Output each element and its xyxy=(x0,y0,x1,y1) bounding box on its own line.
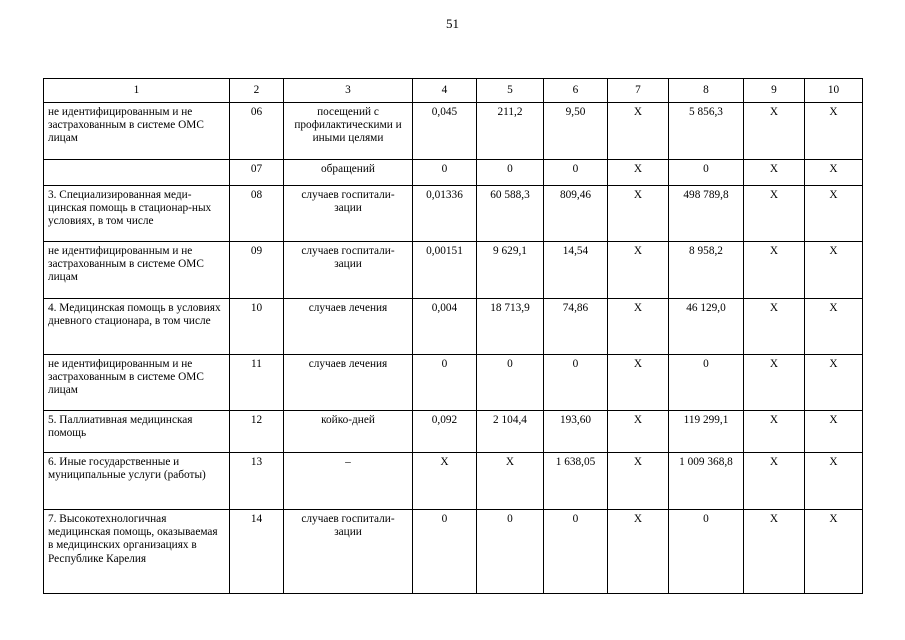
cell-col-8: 5 856,3 xyxy=(669,103,744,160)
cell-col-10: Х xyxy=(805,453,863,510)
cell-col-6: 0 xyxy=(544,355,608,411)
cell-col-5: 2 104,4 xyxy=(477,411,544,453)
cell-col-4: Х xyxy=(413,453,477,510)
cell-col-4: 0 xyxy=(413,510,477,594)
cell-col-9: Х xyxy=(744,411,805,453)
row-code: 12 xyxy=(230,411,284,453)
row-name: не идентифицированным и не застрахованным в системе ОМС лицам xyxy=(44,242,230,299)
cell-col-8: 8 958,2 xyxy=(669,242,744,299)
row-name: 4. Медицинская помощь в условиях дневного стационара, в том числе xyxy=(44,299,230,355)
cell-col-5: 211,2 xyxy=(477,103,544,160)
cell-col-10: Х xyxy=(805,186,863,242)
row-code: 06 xyxy=(230,103,284,160)
column-header: 3 xyxy=(284,79,413,103)
cell-col-9: Х xyxy=(744,242,805,299)
column-header: 7 xyxy=(608,79,669,103)
cell-col-6: 14,54 xyxy=(544,242,608,299)
cell-col-4: 0 xyxy=(413,160,477,186)
cell-col-4: 0,045 xyxy=(413,103,477,160)
column-header: 6 xyxy=(544,79,608,103)
cell-col-8: 119 299,1 xyxy=(669,411,744,453)
cell-col-8: 498 789,8 xyxy=(669,186,744,242)
cell-col-10: Х xyxy=(805,510,863,594)
cell-col-8: 0 xyxy=(669,355,744,411)
table-row xyxy=(44,453,863,510)
cell-col-7: Х xyxy=(608,453,669,510)
table-row xyxy=(44,242,863,299)
cell-col-7: Х xyxy=(608,103,669,160)
data-table xyxy=(43,78,863,594)
row-name: 5. Паллиативная медицинская помощь xyxy=(44,411,230,453)
cell-col-4: 0 xyxy=(413,355,477,411)
cell-col-10: Х xyxy=(805,103,863,160)
cell-col-7: Х xyxy=(608,411,669,453)
cell-col-9: Х xyxy=(744,103,805,160)
table-row xyxy=(44,411,863,453)
row-unit: обращений xyxy=(284,160,413,186)
row-code: 09 xyxy=(230,242,284,299)
row-name: не идентифицированным и не застрахованным в системе ОМС лицам xyxy=(44,355,230,411)
cell-col-9: Х xyxy=(744,160,805,186)
cell-col-6: 74,86 xyxy=(544,299,608,355)
row-unit: случаев лечения xyxy=(284,355,413,411)
cell-col-9: Х xyxy=(744,453,805,510)
cell-col-8: 1 009 368,8 xyxy=(669,453,744,510)
row-name xyxy=(44,160,230,186)
cell-col-4: 0,01336 xyxy=(413,186,477,242)
column-header: 10 xyxy=(805,79,863,103)
row-name: не идентифицированным и не застрахованным в системе ОМС лицам xyxy=(44,103,230,160)
table-row xyxy=(44,160,863,186)
cell-col-7: Х xyxy=(608,242,669,299)
cell-col-5: 9 629,1 xyxy=(477,242,544,299)
row-unit: случаев госпитали-зации xyxy=(284,186,413,242)
cell-col-6: 0 xyxy=(544,510,608,594)
cell-col-9: Х xyxy=(744,299,805,355)
cell-col-5: 0 xyxy=(477,355,544,411)
cell-col-6: 0 xyxy=(544,160,608,186)
cell-col-8: 0 xyxy=(669,160,744,186)
cell-col-8: 0 xyxy=(669,510,744,594)
cell-col-10: Х xyxy=(805,299,863,355)
row-code: 08 xyxy=(230,186,284,242)
table-row xyxy=(44,186,863,242)
row-unit: койко-дней xyxy=(284,411,413,453)
row-code: 13 xyxy=(230,453,284,510)
cell-col-6: 809,46 xyxy=(544,186,608,242)
page-number: 51 xyxy=(446,16,459,31)
row-code: 07 xyxy=(230,160,284,186)
row-code: 14 xyxy=(230,510,284,594)
cell-col-6: 9,50 xyxy=(544,103,608,160)
cell-col-10: Х xyxy=(805,242,863,299)
cell-col-5: 0 xyxy=(477,510,544,594)
cell-col-6: 193,60 xyxy=(544,411,608,453)
table-row xyxy=(44,103,863,160)
row-name: 6. Иные государственные и муниципальные услуги (работы) xyxy=(44,453,230,510)
cell-col-6: 1 638,05 xyxy=(544,453,608,510)
column-header: 2 xyxy=(230,79,284,103)
cell-col-7: Х xyxy=(608,510,669,594)
cell-col-10: Х xyxy=(805,411,863,453)
cell-col-5: 18 713,9 xyxy=(477,299,544,355)
column-header: 8 xyxy=(669,79,744,103)
column-header: 4 xyxy=(413,79,477,103)
cell-col-10: Х xyxy=(805,355,863,411)
cell-col-7: Х xyxy=(608,299,669,355)
cell-col-9: Х xyxy=(744,510,805,594)
cell-col-9: Х xyxy=(744,186,805,242)
table-row xyxy=(44,355,863,411)
cell-col-7: Х xyxy=(608,186,669,242)
row-name: 7. Высокотехнологичная медицинская помощь, оказываемая в медицинских организациях в Республике Карелия xyxy=(44,510,230,594)
cell-col-4: 0,092 xyxy=(413,411,477,453)
header-row xyxy=(44,79,863,103)
cell-col-9: Х xyxy=(744,355,805,411)
cell-col-5: 0 xyxy=(477,160,544,186)
row-unit: случаев госпитали-зации xyxy=(284,242,413,299)
cell-col-4: 0,004 xyxy=(413,299,477,355)
cell-col-5: Х xyxy=(477,453,544,510)
column-header: 9 xyxy=(744,79,805,103)
table-row xyxy=(44,510,863,594)
cell-col-7: Х xyxy=(608,355,669,411)
row-unit: случаев госпитали-зации xyxy=(284,510,413,594)
row-code: 11 xyxy=(230,355,284,411)
cell-col-10: Х xyxy=(805,160,863,186)
cell-col-8: 46 129,0 xyxy=(669,299,744,355)
row-unit: случаев лечения xyxy=(284,299,413,355)
row-name: 3. Специализированная меди-цинская помощь в стационар-ных условиях, в том числе xyxy=(44,186,230,242)
column-header: 1 xyxy=(44,79,230,103)
column-header: 5 xyxy=(477,79,544,103)
cell-col-4: 0,00151 xyxy=(413,242,477,299)
table-row xyxy=(44,299,863,355)
row-unit: посещений с профилактическими и иными целями xyxy=(284,103,413,160)
row-unit: – xyxy=(284,453,413,510)
cell-col-5: 60 588,3 xyxy=(477,186,544,242)
row-code: 10 xyxy=(230,299,284,355)
cell-col-7: Х xyxy=(608,160,669,186)
